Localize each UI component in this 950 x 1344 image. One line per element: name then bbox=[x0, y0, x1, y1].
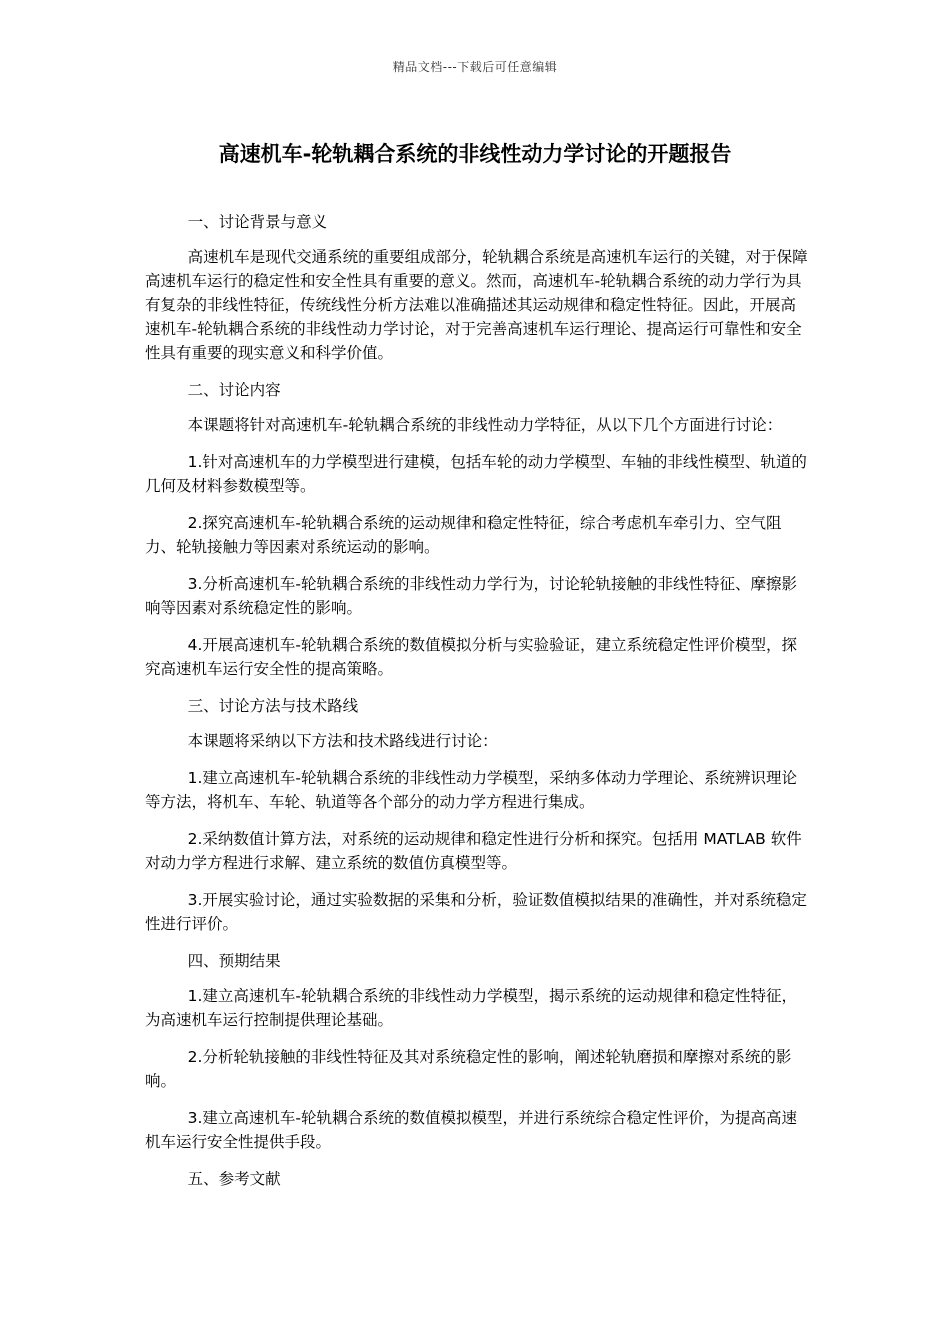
document-body bbox=[145, 210, 809, 1202]
page-header: 精品文档---下载后可任意编辑 bbox=[392, 60, 558, 74]
list-item-methods-2: 2.采纳数值计算方法，对系统的运动规律和稳定性进行分析和探究。包括用 MATLAB 软件对动力学方程进行求解、建立系统的数值仿真模型等。 bbox=[145, 830, 802, 872]
paragraph-content-intro: 本课题将针对高速机车-轮轨耦合系统的非线性动力学特征，从以下几个方面进行讨论： bbox=[187, 416, 783, 434]
list-item-methods-3: 3.开展实验讨论，通过实验数据的采集和分析，验证数值模拟结果的准确性，并对系统稳定性进行评价。 bbox=[145, 891, 807, 933]
paragraph-methods-intro: 本课题将采纳以下方法和技术路线进行讨论： bbox=[187, 732, 498, 750]
section-heading-methods: 三、讨论方法与技术路线 bbox=[187, 697, 359, 715]
section-heading-references: 五、参考文献 bbox=[187, 1170, 281, 1188]
list-item-results-1: 1.建立高速机车-轮轨耦合系统的非线性动力学模型，揭示系统的运动规律和稳定性特征，为高速机车运行控制提供理论基础。 bbox=[145, 987, 798, 1029]
list-item-content-3: 3.分析高速机车-轮轨耦合系统的非线性动力学行为，讨论轮轨接触的非线性特征、摩擦影响等因素对系统稳定性的影响。 bbox=[145, 575, 798, 617]
paragraph-background: 高速机车是现代交通系统的重要组成部分，轮轨耦合系统是高速机车运行的关键，对于保障高速机车运行的稳定性和安全性具有重要的意义。然而，高速机车-轮轨耦合系统的动力学行为具有复杂的非线性特征，传统线性分析方法难以准确描述其运动规律和稳定性特征。因此，开展高速机车-轮轨耦合系统的非线性动力学讨论，对于完善高速机车运行理论、提高运行可靠性和安全性具有重要的现实意义和科学价值。 bbox=[145, 248, 808, 362]
section-heading-content: 二、讨论内容 bbox=[187, 381, 281, 399]
section-heading-background: 一、讨论背景与意义 bbox=[187, 213, 328, 231]
list-item-content-2: 2.探究高速机车-轮轨耦合系统的运动规律和稳定性特征，综合考虑机车牵引力、空气阻力、轮轨接触力等因素对系统运动的影响。 bbox=[145, 514, 782, 556]
list-item-content-1: 1.针对高速机车的力学模型进行建模，包括车轮的动力学模型、车轴的非线性模型、轨道的几何及材料参数模型等。 bbox=[145, 453, 807, 495]
list-item-content-4: 4.开展高速机车-轮轨耦合系统的数值模拟分析与实验验证，建立系统稳定性评价模型，探究高速机车运行安全性的提高策略。 bbox=[145, 636, 798, 678]
section-heading-results: 四、预期结果 bbox=[187, 952, 281, 970]
list-item-results-2: 2.分析轮轨接触的非线性特征及其对系统稳定性的影响，阐述轮轨磨损和摩擦对系统的影响。 bbox=[145, 1048, 792, 1090]
document-title: 高速机车-轮轨耦合系统的非线性动力学讨论的开题报告 bbox=[218, 142, 732, 166]
list-item-methods-1: 1.建立高速机车-轮轨耦合系统的非线性动力学模型，采纳多体动力学理论、系统辨识理论等方法，将机车、车轮、轨道等各个部分的动力学方程进行集成。 bbox=[145, 769, 798, 811]
list-item-results-3: 3.建立高速机车-轮轨耦合系统的数值模拟模型，并进行系统综合稳定性评价，为提高高速机车运行安全性提供手段。 bbox=[145, 1109, 798, 1151]
